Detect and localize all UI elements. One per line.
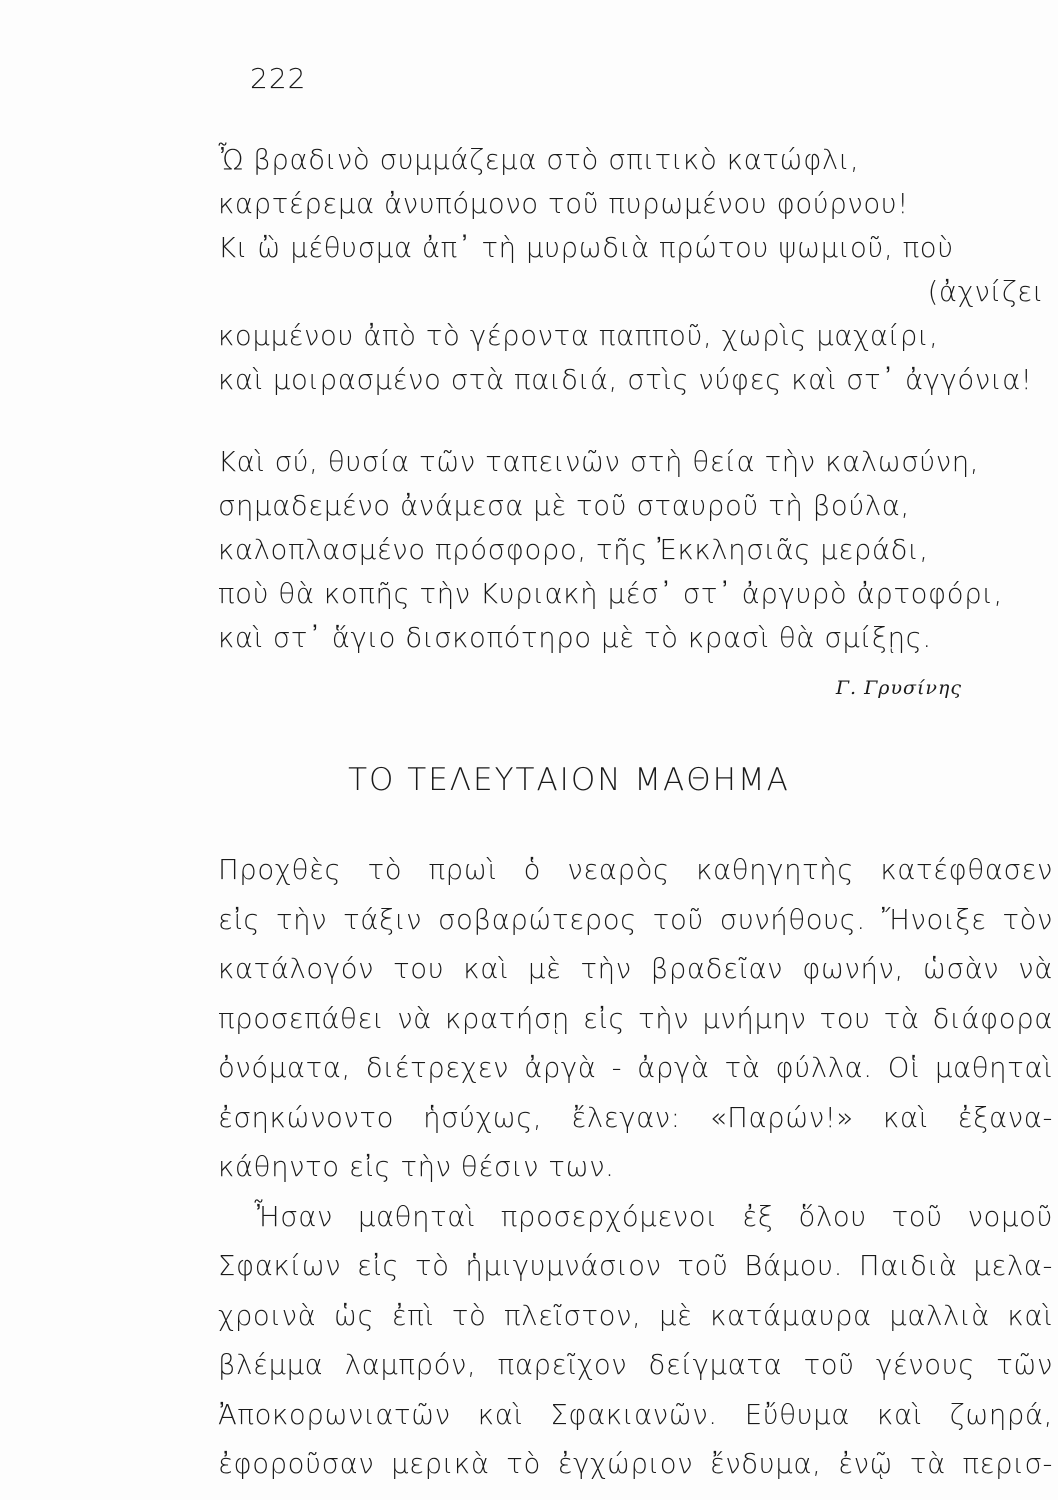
prose-line: Ἦσαν μαθηταὶ προσερχόμενοι ἐξ ὅλου τοῦ νομοῦ — [254, 1200, 1053, 1233]
prose-line: βλέμμα λαμπρόν, παρεῖχον δείγματα τοῦ γένους τῶν — [218, 1349, 1053, 1381]
poem-line: καὶ στ᾽ ἅγιο δισκοπότηρο μὲ τὸ κρασὶ θὰ σμίξῃς. — [218, 622, 932, 654]
stanza-gap — [218, 402, 1048, 440]
prose-line: κατάλογόν του καὶ μὲ τὴν βραδεῖαν φωνήν, ὡσὰν νὰ — [218, 953, 1053, 985]
prose-line: ὀνόματα, διέτρεχεν ἀργὰ - ἀργὰ τὰ φύλλα. Οἱ μαθηταὶ — [218, 1052, 1053, 1084]
poem-line: καρτέρεμα ἀνυπόμονο τοῦ πυρωμένου φούρνου! — [218, 188, 909, 220]
poem-line: ποὺ θὰ κοπῆς τὴν Κυριακὴ μέσ᾽ στ᾽ ἀργυρὸ ἀρτοφόρι, — [218, 578, 1003, 610]
poem-line: σημαδεμένο ἀνάμεσα μὲ τοῦ σταυροῦ τὴ βούλα, — [218, 490, 910, 522]
poem-line: Κι ὢ μέθυσμα ἀπ᾽ τὴ μυρωδιὰ πρώτου ψωμιοῦ, ποὺ — [218, 232, 954, 264]
prose-line: προσεπάθει νὰ κρατήσῃ εἰς τὴν μνήμην του τὰ διάφορα — [218, 1002, 1053, 1035]
prose-line: Σφακίων εἰς τὸ ἡμιγυμνάσιον τοῦ Βάμου. Παιδιὰ μελα- — [218, 1250, 1053, 1282]
poem-line: Καὶ σύ, θυσία τῶν ταπεινῶν στὴ θεία τὴν καλωσύνη, — [218, 446, 980, 478]
poem-line: Ὦ βραδινὸ συμμάζεμα στὸ σπιτικὸ κατώφλι, — [218, 144, 860, 176]
poem-line: καὶ μοιρασμένο στὰ παιδιά, στὶς νύφες καὶ στ᾽ ἀγγόνια! — [218, 364, 1033, 396]
poem-line: καλοπλασμένο πρόσφορο, τῆς Ἐκκλησιᾶς μεράδι, — [218, 534, 929, 566]
poem-line-overflow: (ἀχνίζει — [927, 276, 1044, 308]
section-title: ΤΟ ΤΕΛΕΥΤΑΙΟΝ ΜΑΘΗΜΑ — [348, 762, 790, 798]
prose-line: Προχθὲς τὸ πρωὶ ὁ νεαρὸς καθηγητὴς κατέφθασεν — [218, 854, 1053, 886]
page-number: 222 — [250, 62, 307, 95]
prose-line: ἐσηκώνοντο ἡσύχως, ἔλεγαν: «Παρών!» καὶ ἐξανα- — [218, 1101, 1053, 1134]
prose-line: χροινὰ ὡς ἐπὶ τὸ πλεῖστον, μὲ κατάμαυρα μαλλιὰ καὶ — [218, 1299, 1053, 1332]
prose-line: Ἀποκορωνιατῶν καὶ Σφακιανῶν. Εὔθυμα καὶ ζωηρά, — [218, 1398, 1053, 1431]
poem-line: κομμένου ἀπὸ τὸ γέροντα παπποῦ, χωρὶς μαχαίρι, — [218, 320, 939, 352]
prose-line: εἰς τὴν τάξιν σοβαρώτερος τοῦ συνήθους. Ἤνοιξε τὸν — [218, 903, 1053, 936]
poem — [218, 138, 1048, 660]
prose-line: κάθηντο εἰς τὴν θέσιν των. — [218, 1151, 615, 1183]
prose-line: ἐφοροῦσαν μερικὰ τὸ ἐγχώριον ἔνδυμα, ἐνῷ τὰ περισ- — [218, 1448, 1053, 1480]
prose-body — [218, 846, 1053, 1490]
poem-signature: Γ. Γρυσίνης — [835, 677, 962, 699]
